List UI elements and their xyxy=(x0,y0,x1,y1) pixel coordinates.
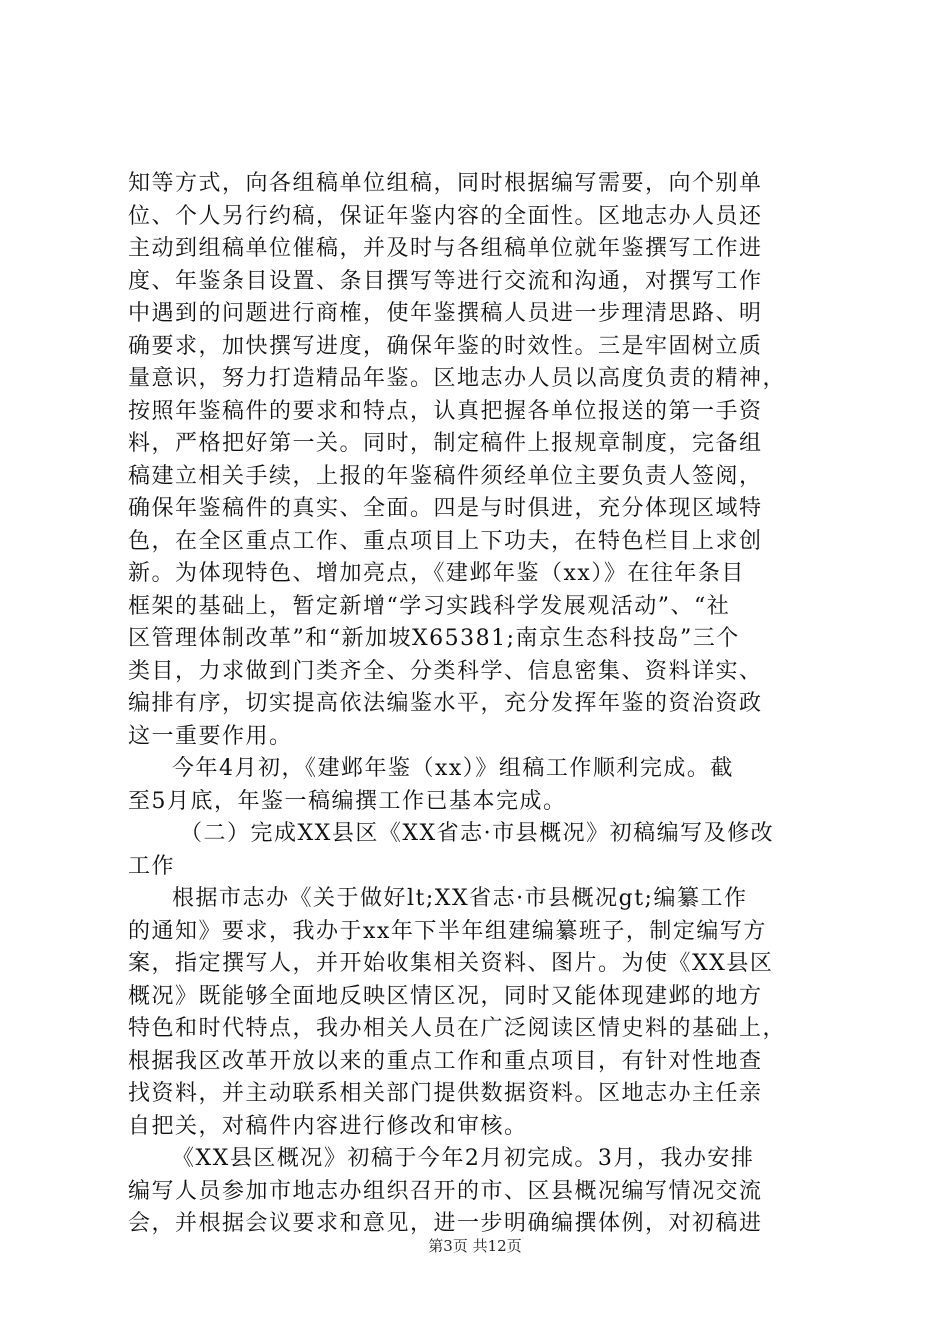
text-line: 类目，力求做到门类齐全、分类科学、信息密集、资料详实、 xyxy=(128,658,763,684)
page-number: 第3页 共12页 xyxy=(428,1237,522,1255)
page-footer xyxy=(0,1236,950,1256)
text-line: 区管理体制改革”和“新加坡X65381;南京生态科技岛”三个 xyxy=(128,626,740,651)
section-heading-continued: 工作 xyxy=(128,853,176,879)
text-line: 特色和时代特点，我办相关人员在广泛阅读区情史料的基础上， xyxy=(128,1016,787,1041)
paragraph-start-line: 根据市志办《关于做好lt;XX省志·市县概况gt;编纂工作 xyxy=(172,886,748,911)
section-heading: （二）完成XX县区《XX省志·市县概况》初稿编写及修改 xyxy=(180,821,775,846)
text-line: 编排有序，切实提高依法编鉴水平，充分发挥年鉴的资治资政 xyxy=(128,691,763,716)
text-line: 确要求，加快撰写进度，确保年鉴的时效性。三是牢固树立质 xyxy=(128,333,763,359)
paragraph-start-line: 《XX县区概况》初稿于今年2月初完成。3月，我办安排 xyxy=(172,1146,755,1171)
text-line: 色，在全区重点工作、重点项目上下功夫，在特色栏目上求创 xyxy=(128,528,763,554)
text-line: 确保年鉴稿件的真实、全面。四是与时俱进，充分体现区域特 xyxy=(128,496,763,521)
text-line: 框架的基础上，暂定新增“学习实践科学发展观活动”、“社 xyxy=(128,593,731,619)
text-line: 会，并根据会议要求和意见，进一步明确编撰体例，对初稿进 xyxy=(128,1211,763,1236)
text-line: 概况》既能够全面地反映区情区况，同时又能体现建邺的地方 xyxy=(128,983,763,1009)
text-line: 位、个人另行约稿，保证年鉴内容的全面性。区地志办人员还 xyxy=(128,203,763,229)
text-line: 新。为体现特色、增加亮点，《建邺年鉴（xx）》在往年条目 xyxy=(128,561,745,586)
text-line: 中遇到的问题进行商榷，使年鉴撰稿人员进一步理清思路、明 xyxy=(128,301,763,326)
text-line: 按照年鉴稿件的要求和特点，认真把握各单位报送的第一手资 xyxy=(128,398,763,424)
paragraph-start-line: 今年4月初，《建邺年鉴（xx）》组稿工作顺利完成。截 xyxy=(172,756,734,781)
text-line: 案，指定撰写人，并开始收集相关资料、图片。为使《XX县区 xyxy=(128,951,774,976)
text-line: 这一重要作用。 xyxy=(128,723,293,749)
text-line: 自把关，对稿件内容进行修改和审核。 xyxy=(128,1113,528,1139)
text-line: 知等方式，向各组稿单位组稿，同时根据编写需要，向个别单 xyxy=(128,171,763,196)
text-line: 料，严格把好第一关。同时，制定稿件上报规章制度，完备组 xyxy=(128,431,763,456)
text-line: 的通知》要求，我办于xx年下半年组建编纂班子，制定编写方 xyxy=(128,918,767,944)
text-line: 稿建立相关手续，上报的年鉴稿件须经单位主要负责人签阅， xyxy=(128,463,763,489)
text-line: 量意识，努力打造精品年鉴。区地志办人员以高度负责的精神， xyxy=(128,366,787,391)
text-line: 至5月底，年鉴一稿编撰工作已基本完成。 xyxy=(128,788,567,814)
text-line: 根据我区改革开放以来的重点工作和重点项目，有针对性地查 xyxy=(128,1048,763,1074)
text-line: 编写人员参加市地志办组织召开的市、区县概况编写情况交流 xyxy=(128,1178,763,1204)
text-line: 主动到组稿单位催稿，并及时与各组稿单位就年鉴撰写工作进 xyxy=(128,236,763,261)
body-text xyxy=(128,168,848,1241)
text-line: 度、年鉴条目设置、条目撰写等进行交流和沟通，对撰写工作 xyxy=(128,268,763,294)
text-line: 找资料，并主动联系相关部门提供数据资料。区地志办主任亲 xyxy=(128,1081,763,1106)
